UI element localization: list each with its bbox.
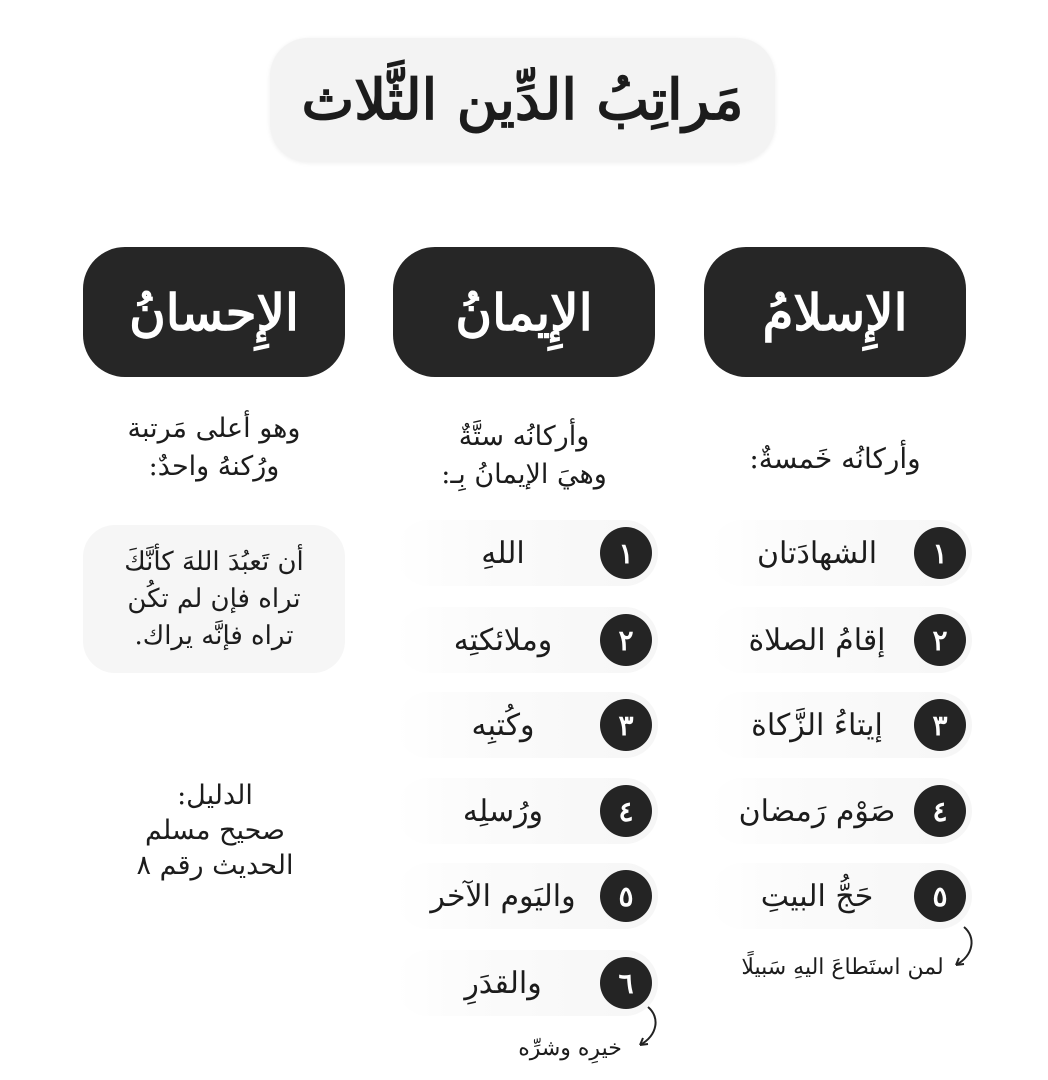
ihsan-definition-line2: تراه فإن لم تكُن: [127, 583, 301, 614]
number-badge: ٣: [914, 699, 966, 751]
number-badge: ٥: [914, 870, 966, 922]
ihsan-definition-line3: تراه فإنَّه يراك.: [134, 620, 294, 651]
evidence-line2: صحيح مسلم: [145, 815, 285, 846]
iman-item-4: [396, 778, 658, 844]
iman-item-1: [396, 520, 658, 586]
ihsan-desc-line2: ورُكنهُ واحدٌ:: [148, 451, 280, 482]
ihsan-definition: [83, 525, 345, 673]
number-badge: ٦: [600, 957, 652, 1009]
item-label: اللهِ: [481, 535, 525, 571]
islam-item-1: [710, 520, 972, 586]
item-label: والقدَرِ: [464, 965, 542, 1001]
islam-item-5: [710, 863, 972, 929]
islam-item-3: [710, 692, 972, 758]
item-label: وكُتبِه: [471, 707, 535, 743]
item-label: واليَوم الآخر: [430, 878, 576, 914]
iman-desc-line2: وهيَ الإيمانُ بِـ:: [441, 459, 607, 490]
islam-note: لمن استَطاعَ اليهِ سَبيلًا: [741, 955, 944, 980]
number-badge: ٢: [914, 614, 966, 666]
islam-item-2: [710, 607, 972, 673]
item-label: حَجُّ البيتِ: [760, 878, 874, 914]
ihsan-definition-line1: أن تَعبُدَ اللهَ كأنَّكَ: [124, 546, 304, 577]
islam-desc: [704, 440, 966, 478]
page-title: مَراتِبُ الدِّين الثَّلاث: [301, 67, 744, 133]
iman-desc-line1: وأركانُه ستَّةٌ: [458, 421, 590, 452]
number-badge: ٤: [600, 785, 652, 837]
islam-item-4: [710, 778, 972, 844]
item-label: إيتاءُ الزَّكاة: [751, 707, 883, 743]
iman-item-2: [396, 607, 658, 673]
curved-arrow-icon: [950, 925, 982, 971]
iman-item-5: [396, 863, 658, 929]
evidence-line1: الدليل:: [177, 780, 253, 811]
iman-item-3: [396, 692, 658, 758]
item-label: صَوْم رَمضان: [738, 793, 896, 829]
number-badge: ٢: [600, 614, 652, 666]
number-badge: ٥: [600, 870, 652, 922]
ihsan-desc-line1: وهو أعلى مَرتبة: [127, 413, 301, 444]
iman-item-6: [396, 950, 658, 1016]
header-ihsan: الإِحسانُ: [83, 247, 345, 377]
item-label: إقامُ الصلاة: [748, 622, 886, 658]
iman-note: خيرِه وشرِّه: [518, 1036, 622, 1061]
number-badge: ٣: [600, 699, 652, 751]
item-label: ورُسلِه: [462, 793, 544, 829]
title-banner: [270, 38, 775, 162]
number-badge: ١: [600, 527, 652, 579]
ihsan-desc: [83, 410, 345, 486]
evidence-line3: الحديث رقم ٨: [136, 850, 294, 881]
ihsan-evidence: [110, 778, 320, 883]
item-label: الشهادَتان: [756, 535, 878, 571]
header-islam: الإِسلامُ: [704, 247, 966, 377]
number-badge: ٤: [914, 785, 966, 837]
number-badge: ١: [914, 527, 966, 579]
islam-desc-line: وأركانُه خَمسةٌ:: [749, 442, 921, 475]
iman-desc: [393, 418, 655, 494]
item-label: وملائكتِه: [453, 622, 553, 658]
header-iman: الإِيمانُ: [393, 247, 655, 377]
